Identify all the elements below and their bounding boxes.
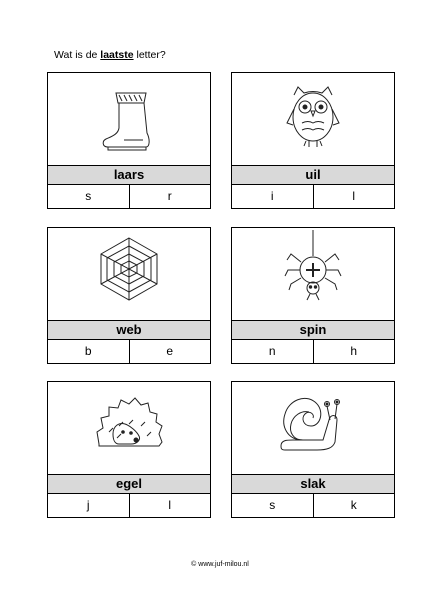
owl-icon bbox=[278, 73, 348, 153]
option-right[interactable]: l bbox=[129, 494, 211, 517]
card-word: egel bbox=[48, 474, 210, 494]
card-egel bbox=[47, 381, 211, 518]
option-left[interactable]: n bbox=[268, 344, 276, 358]
instruction-prefix: Wat is de bbox=[54, 49, 101, 61]
hedgehog-icon bbox=[89, 382, 169, 462]
spiderweb-icon bbox=[89, 228, 169, 308]
option-left[interactable]: s bbox=[269, 498, 276, 512]
card-web bbox=[47, 227, 211, 364]
option-right[interactable]: l bbox=[313, 185, 395, 208]
snail-icon bbox=[273, 382, 353, 462]
option-right[interactable]: r bbox=[129, 185, 211, 208]
card-word: laars bbox=[48, 165, 210, 185]
card-word: slak bbox=[232, 474, 394, 494]
boot-icon bbox=[94, 73, 164, 153]
card-spin bbox=[231, 227, 395, 364]
card-word: uil bbox=[232, 165, 394, 185]
option-left[interactable]: i bbox=[270, 189, 274, 203]
worksheet-instruction bbox=[54, 49, 166, 61]
card-uil bbox=[231, 72, 395, 209]
option-right[interactable]: e bbox=[129, 340, 211, 363]
instruction-suffix: letter? bbox=[133, 49, 166, 61]
card-laars bbox=[47, 72, 211, 209]
instruction-emphasis: laatste bbox=[100, 49, 134, 61]
option-right[interactable]: h bbox=[313, 340, 395, 363]
option-left[interactable]: b bbox=[84, 344, 92, 358]
spider-icon bbox=[273, 228, 353, 308]
card-word: spin bbox=[232, 320, 394, 340]
option-left[interactable]: s bbox=[85, 189, 92, 203]
option-right[interactable]: k bbox=[313, 494, 395, 517]
option-left[interactable]: j bbox=[86, 498, 90, 512]
card-slak bbox=[231, 381, 395, 518]
copyright-footer: © www.juf-milou.nl bbox=[191, 561, 249, 568]
card-word: web bbox=[48, 320, 210, 340]
